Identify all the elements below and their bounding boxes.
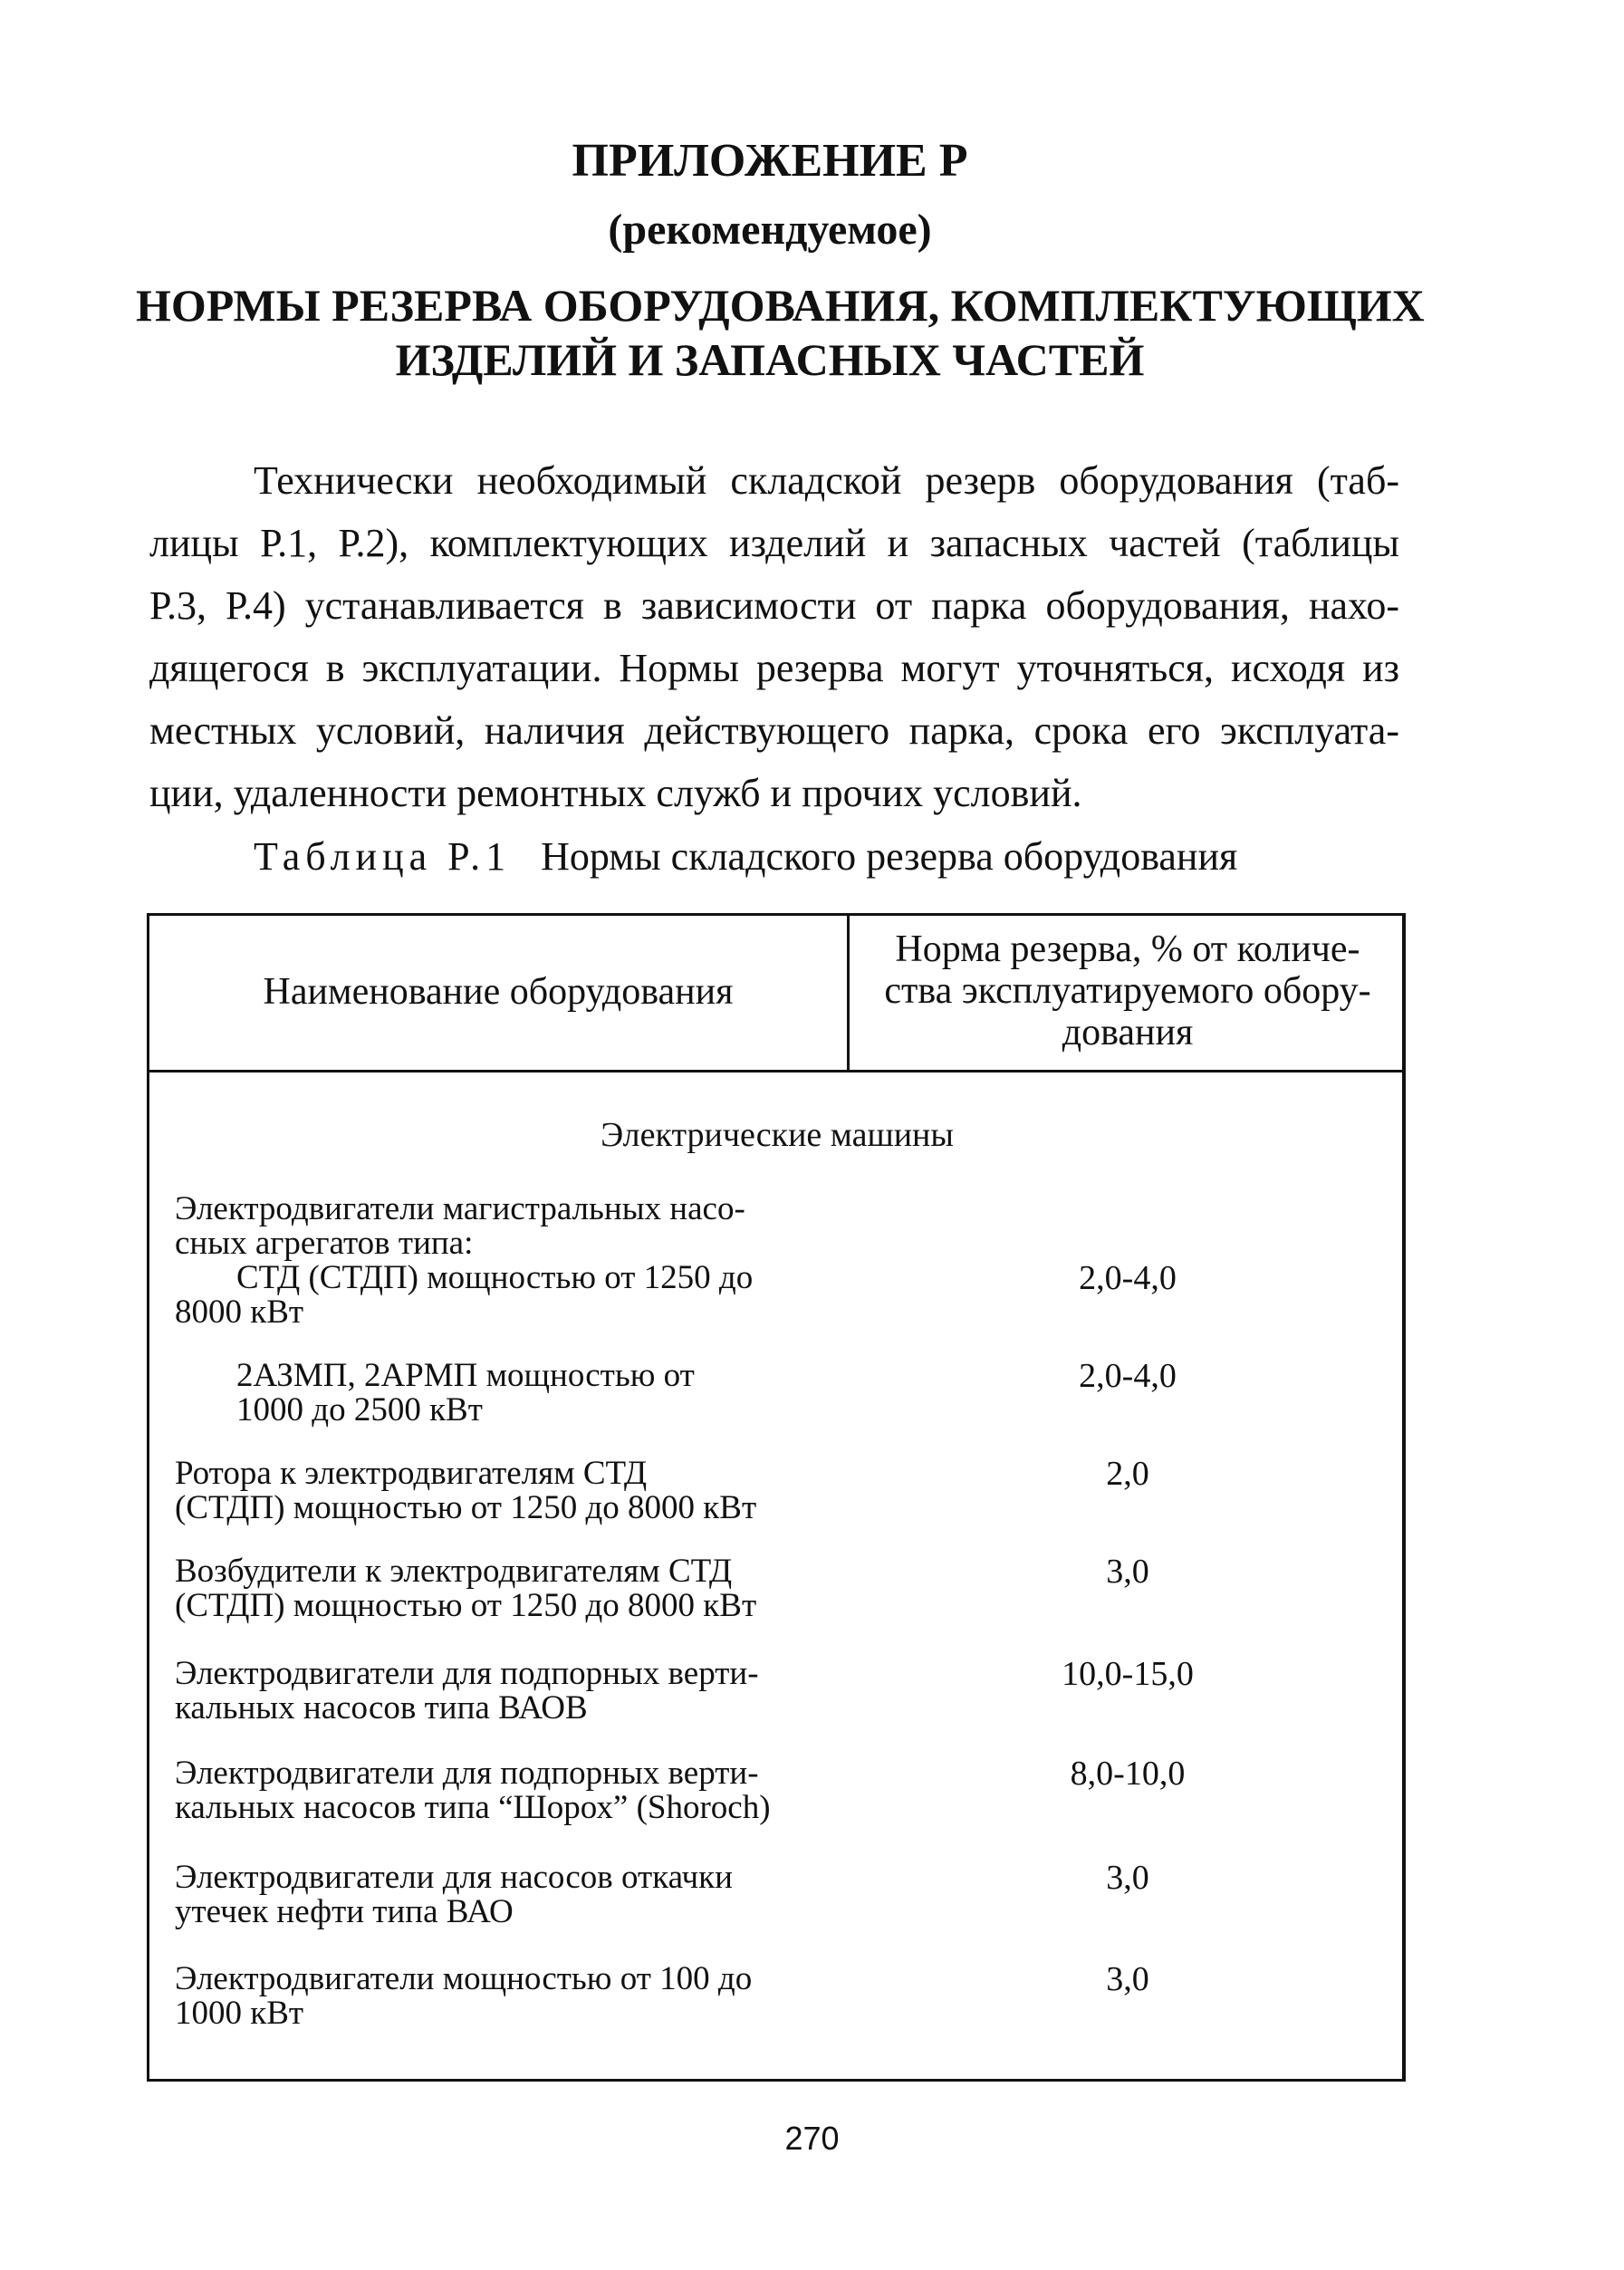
row-value: 10,0-15,0 [1062, 1655, 1194, 1693]
appendix-subtitle: (рекомендуемое) [608, 206, 932, 254]
reserve-norms-table [147, 913, 1406, 2082]
intro-line: Технически необходимый складской резерв оборудования (таб- [254, 458, 1399, 503]
appendix-title: ПРИЛОЖЕНИЕ Р [572, 135, 968, 187]
row-name-line: кальных насосов типа ВАОВ [175, 1689, 588, 1727]
row-name-line: (СТДП) мощностью от 1250 до 8000 кВт [175, 1489, 757, 1526]
column-header-reserve-norm [850, 928, 1405, 1053]
intro-line: дящегося в эксплуатации. Нормы резерва могут уточняться, исходя из [149, 646, 1399, 690]
column-header-equipment-name: Наименование оборудования [263, 971, 734, 1013]
column-header-line: Норма резерва, % от количе- [895, 928, 1360, 970]
intro-line: лицы Р.1, Р.2), комплектующих изделий и запасных частей (таблицы [149, 521, 1399, 565]
group-label-line: Электродвигатели магистральных насо- [175, 1190, 745, 1227]
row-name-line: кальных насосов типа “Шорох” (Shoroch) [175, 1789, 771, 1826]
document-heading-line-1: НОРМЫ РЕЗЕРВА ОБОРУДОВАНИЯ, КОМПЛЕКТУЮЩИХ [136, 280, 1425, 331]
row-value: 3,0 [1106, 1960, 1149, 1998]
header-divider [149, 1070, 1402, 1072]
row-name-line: утечек нефти типа ВАО [175, 1893, 514, 1930]
row-name-line: 1000 до 2500 кВт [236, 1391, 483, 1428]
row-name-line: 8000 кВт [175, 1294, 304, 1331]
row-name-line: 2АЗМП, 2АРМП мощностью от [236, 1357, 695, 1394]
intro-line: Р.3, Р.4) устанавливается в зависимости от парка оборудования, нахо- [149, 583, 1399, 628]
document-heading-line-2: ИЗДЕЛИЙ И ЗАПАСНЫХ ЧАСТЕЙ [395, 334, 1145, 385]
column-header-line: дования [1062, 1012, 1194, 1053]
row-value: 3,0 [1106, 1859, 1149, 1897]
column-header-line: ства эксплуатируемого обору- [884, 970, 1371, 1012]
row-value: 8,0-10,0 [1070, 1755, 1186, 1793]
intro-line: местных условий, наличия действующего парка, срока его эксплуата- [149, 708, 1399, 753]
group-label-line: сных агрегатов типа: [175, 1225, 474, 1262]
row-value: 3,0 [1106, 1553, 1149, 1591]
column-divider [847, 916, 850, 1072]
page-number: 270 [784, 2120, 840, 2157]
row-name-line: СТД (СТДП) мощностью от 1250 до [236, 1259, 754, 1296]
row-name-line: (СТДП) мощностью от 1250 до 8000 кВт [175, 1587, 757, 1624]
row-name-line: Ротора к электродвигателям СТД [175, 1455, 648, 1492]
table-section-title: Электрические машины [601, 1116, 954, 1154]
row-name-line: Электродвигатели для подпорных верти- [175, 1655, 759, 1692]
row-name-line: Электродвигатели мощностью от 100 до [175, 1960, 753, 1997]
row-value: 2,0-4,0 [1079, 1357, 1177, 1395]
row-name-line: 1000 кВт [175, 1995, 304, 2032]
table-caption [254, 833, 1237, 880]
row-value: 2,0-4,0 [1079, 1259, 1177, 1297]
intro-paragraph [149, 449, 1399, 824]
table-caption-title: Нормы складского резерва оборудования [541, 834, 1238, 879]
table-caption-label: Таблица Р.1 [254, 834, 512, 879]
row-name-line: Возбудители к электродвигателям СТД [175, 1553, 733, 1590]
row-name-line: Электродвигатели для подпорных верти- [175, 1755, 759, 1792]
row-value: 2,0 [1106, 1455, 1149, 1493]
row-name-line: Электродвигатели для насосов откачки [175, 1859, 733, 1896]
intro-line: ции, удаленности ремонтных служб и прочих условий. [149, 771, 1082, 815]
